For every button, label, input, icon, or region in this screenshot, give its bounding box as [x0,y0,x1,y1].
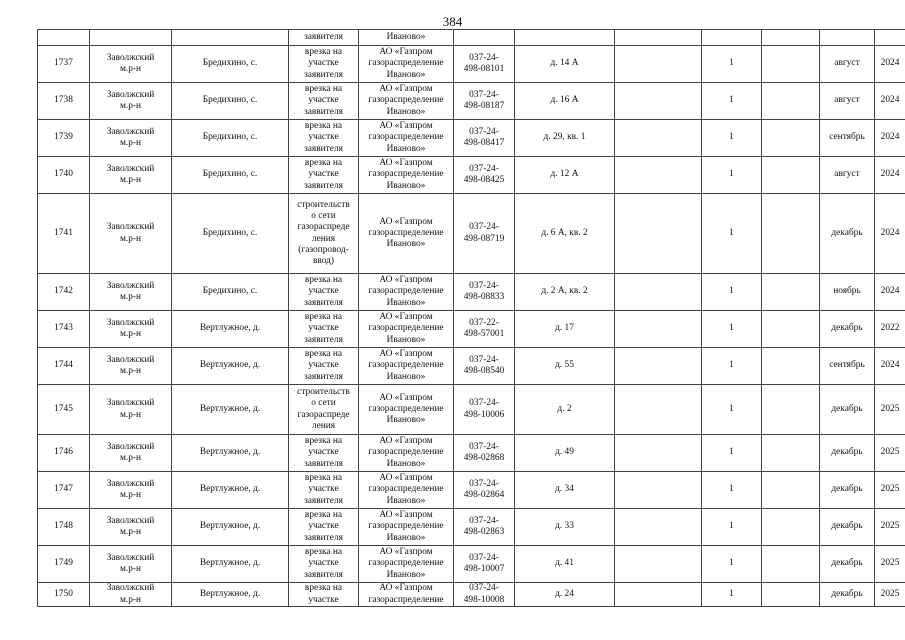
empty-cell [762,472,820,509]
organization-cell: АО «Газпром газораспределение Иваново» [359,546,454,583]
year-cell: 2025 [875,435,905,472]
table-row [38,348,905,385]
organization-cell: АО «Газпром газораспределение Иваново» [359,509,454,546]
work-type-cell: врезка на участке заявителя [289,120,359,157]
table-row [38,435,905,472]
count-cell: 1 [702,274,762,311]
work-type-cell: строительств о сети газораспреде ления [289,385,359,435]
organization-cell: АО «Газпром газораспределение Иваново» [359,348,454,385]
empty-cell [615,157,702,194]
empty-cell [762,46,820,83]
empty-cell [615,120,702,157]
district-cell: Заволжский м.р-н [90,472,172,509]
district-cell: Заволжский м.р-н [90,83,172,120]
contract-code-cell: 037-24- 498-02868 [454,435,515,472]
year-cell: 2024 [875,348,905,385]
table-row [38,385,905,435]
table-row [38,194,905,274]
year-cell: 2022 [875,311,905,348]
contract-code-cell: 037-24- 498-08540 [454,348,515,385]
count-cell: 1 [702,385,762,435]
contract-code-cell: 037-24- 498-02863 [454,509,515,546]
district-cell: Заволжский м.р-н [90,194,172,274]
count-cell: 1 [702,509,762,546]
address-cell: д. 55 [515,348,615,385]
row-number: 1738 [38,83,90,120]
empty-cell [762,348,820,385]
district-cell: Заволжский м.р-н [90,157,172,194]
district-cell: Заволжский м.р-н [90,509,172,546]
empty-cell [762,385,820,435]
row-number: 1740 [38,157,90,194]
work-type-cell: врезка на участке заявителя [289,83,359,120]
month-cell: декабрь [820,546,875,583]
contract-code-cell: 037-24- 498-08833 [454,274,515,311]
district-cell: Заволжский м.р-н [90,311,172,348]
year-cell: 2025 [875,472,905,509]
contract-code-cell: 037-24- 498-10006 [454,385,515,435]
locality-cell: Бредихино, с. [172,274,289,311]
locality-cell: Вертлужное, д. [172,311,289,348]
empty-cell [762,509,820,546]
contract-code-cell: 037-24- 498-08425 [454,157,515,194]
table-row [38,583,905,607]
district-cell: Заволжский м.р-н [90,546,172,583]
address-cell: д. 2 [515,385,615,435]
empty-cell [762,157,820,194]
row-number: 1748 [38,509,90,546]
address-cell: д. 33 [515,509,615,546]
row-number: 1745 [38,385,90,435]
locality-cell: Вертлужное, д. [172,385,289,435]
month-cell: декабрь [820,194,875,274]
empty-cell [615,509,702,546]
locality-cell: Вертлужное, д. [172,583,289,607]
table-row [38,274,905,311]
locality-cell: Бредихино, с. [172,157,289,194]
page-number: 384 [442,14,463,29]
table-row [38,46,905,83]
table-row [38,83,905,120]
table-row [38,120,905,157]
address-cell: д. 49 [515,435,615,472]
address-cell: д. 12 А [515,157,615,194]
empty-cell [615,583,702,607]
work-type-cell: врезка на участке заявителя [289,274,359,311]
count-cell: 1 [702,472,762,509]
row-number: 1743 [38,311,90,348]
year-cell: 2025 [875,385,905,435]
contract-code-cell: 037-24- 498-08417 [454,120,515,157]
row-number: 1744 [38,348,90,385]
count-cell: 1 [702,120,762,157]
address-cell: д. 6 А, кв. 2 [515,194,615,274]
month-cell: декабрь [820,583,875,607]
organization-cell: АО «Газпром газораспределение Иваново» [359,435,454,472]
year-cell: 2024 [875,120,905,157]
address-cell: д. 24 [515,583,615,607]
table-row [38,311,905,348]
contract-code-cell: 037-24- 498-08101 [454,46,515,83]
work-type-cell: врезка на участке заявителя [289,311,359,348]
district-cell: Заволжский м.р-н [90,348,172,385]
year-cell: 2024 [875,194,905,274]
row-number: 1741 [38,194,90,274]
district-cell: Заволжский м.р-н [90,583,172,607]
address-cell: д. 17 [515,311,615,348]
empty-cell [615,274,702,311]
table-row [38,509,905,546]
locality-cell: Вертлужное, д. [172,546,289,583]
organization-cell: АО «Газпром газораспределение Иваново» [359,472,454,509]
work-type-cell: врезка на участке заявителя [289,46,359,83]
count-cell: 1 [702,348,762,385]
locality-cell: Вертлужное, д. [172,435,289,472]
count-cell: 1 [702,583,762,607]
contract-code-cell: 037-24- 498-02864 [454,472,515,509]
empty-cell [762,83,820,120]
row-number: 1750 [38,583,90,607]
continuation-row [38,30,905,46]
organization-cell: АО «Газпром газораспределение [359,583,454,607]
empty-cell [762,311,820,348]
work-type-cell: врезка на участке заявителя [289,472,359,509]
month-cell: декабрь [820,509,875,546]
empty-cell [615,546,702,583]
work-type-cell: врезка на участке [289,583,359,607]
district-cell: Заволжский м.р-н [90,435,172,472]
count-cell: 1 [702,157,762,194]
address-cell: д. 14 А [515,46,615,83]
count-cell: 1 [702,435,762,472]
count-cell: 1 [702,311,762,348]
contract-code-cell: 037-24- 498-08187 [454,83,515,120]
empty-cell [615,83,702,120]
table-row [38,546,905,583]
year-cell: 2025 [875,509,905,546]
empty-cell [615,435,702,472]
year-cell: 2025 [875,546,905,583]
month-cell: декабрь [820,311,875,348]
locality-cell: Бредихино, с. [172,46,289,83]
row-number: 1747 [38,472,90,509]
organization-cell: АО «Газпром газораспределение Иваново» [359,157,454,194]
empty-cell [615,194,702,274]
row-number: 1749 [38,546,90,583]
locality-cell: Бредихино, с. [172,83,289,120]
empty-cell [615,348,702,385]
empty-cell [762,120,820,157]
gas-connection-table [37,29,905,607]
year-cell: 2025 [875,583,905,607]
month-cell: декабрь [820,435,875,472]
month-cell: август [820,157,875,194]
contract-code-cell: 037-24- 498-08719 [454,194,515,274]
organization-cell: АО «Газпром газораспределение Иваново» [359,83,454,120]
month-cell: август [820,46,875,83]
contract-code-cell: 037-24- 498-10007 [454,546,515,583]
count-cell: 1 [702,194,762,274]
empty-cell [762,194,820,274]
district-cell: Заволжский м.р-н [90,274,172,311]
organization-cell: АО «Газпром газораспределение Иваново» [359,46,454,83]
empty-cell [615,472,702,509]
address-cell: д. 41 [515,546,615,583]
year-cell: 2024 [875,83,905,120]
empty-cell [762,546,820,583]
empty-cell [615,46,702,83]
empty-cell [762,583,820,607]
count-cell: 1 [702,46,762,83]
locality-cell: Вертлужное, д. [172,348,289,385]
continuation-type: заявителя [289,30,359,46]
locality-cell: Бредихино, с. [172,194,289,274]
month-cell: сентябрь [820,348,875,385]
district-cell: Заволжский м.р-н [90,120,172,157]
row-number: 1742 [38,274,90,311]
work-type-cell: врезка на участке заявителя [289,435,359,472]
district-cell: Заволжский м.р-н [90,46,172,83]
year-cell: 2024 [875,274,905,311]
empty-cell [762,274,820,311]
contract-code-cell: 037-24- 498-10008 [454,583,515,607]
locality-cell: Вертлужное, д. [172,509,289,546]
address-cell: д. 2 А, кв. 2 [515,274,615,311]
organization-cell: АО «Газпром газораспределение Иваново» [359,311,454,348]
count-cell: 1 [702,83,762,120]
month-cell: август [820,83,875,120]
organization-cell: АО «Газпром газораспределение Иваново» [359,194,454,274]
work-type-cell: врезка на участке заявителя [289,509,359,546]
work-type-cell: врезка на участке заявителя [289,157,359,194]
address-cell: д. 16 А [515,83,615,120]
address-cell: д. 29, кв. 1 [515,120,615,157]
year-cell: 2024 [875,46,905,83]
organization-cell: АО «Газпром газораспределение Иваново» [359,120,454,157]
month-cell: декабрь [820,385,875,435]
year-cell: 2024 [875,157,905,194]
work-type-cell: врезка на участке заявителя [289,348,359,385]
work-type-cell: строительств о сети газораспреде ления (газопровод- ввод) [289,194,359,274]
table-row [38,157,905,194]
row-number: 1746 [38,435,90,472]
address-cell: д. 34 [515,472,615,509]
month-cell: ноябрь [820,274,875,311]
row-number: 1739 [38,120,90,157]
empty-cell [762,435,820,472]
count-cell: 1 [702,546,762,583]
locality-cell: Вертлужное, д. [172,472,289,509]
organization-cell: АО «Газпром газораспределение Иваново» [359,274,454,311]
contract-code-cell: 037-22- 498-57001 [454,311,515,348]
organization-cell: АО «Газпром газораспределение Иваново» [359,385,454,435]
month-cell: сентябрь [820,120,875,157]
table-row [38,472,905,509]
empty-cell [615,385,702,435]
continuation-organization: Иваново» [359,30,454,46]
work-type-cell: врезка на участке заявителя [289,546,359,583]
district-cell: Заволжский м.р-н [90,385,172,435]
month-cell: декабрь [820,472,875,509]
empty-cell [615,311,702,348]
locality-cell: Бредихино, с. [172,120,289,157]
row-number: 1737 [38,46,90,83]
